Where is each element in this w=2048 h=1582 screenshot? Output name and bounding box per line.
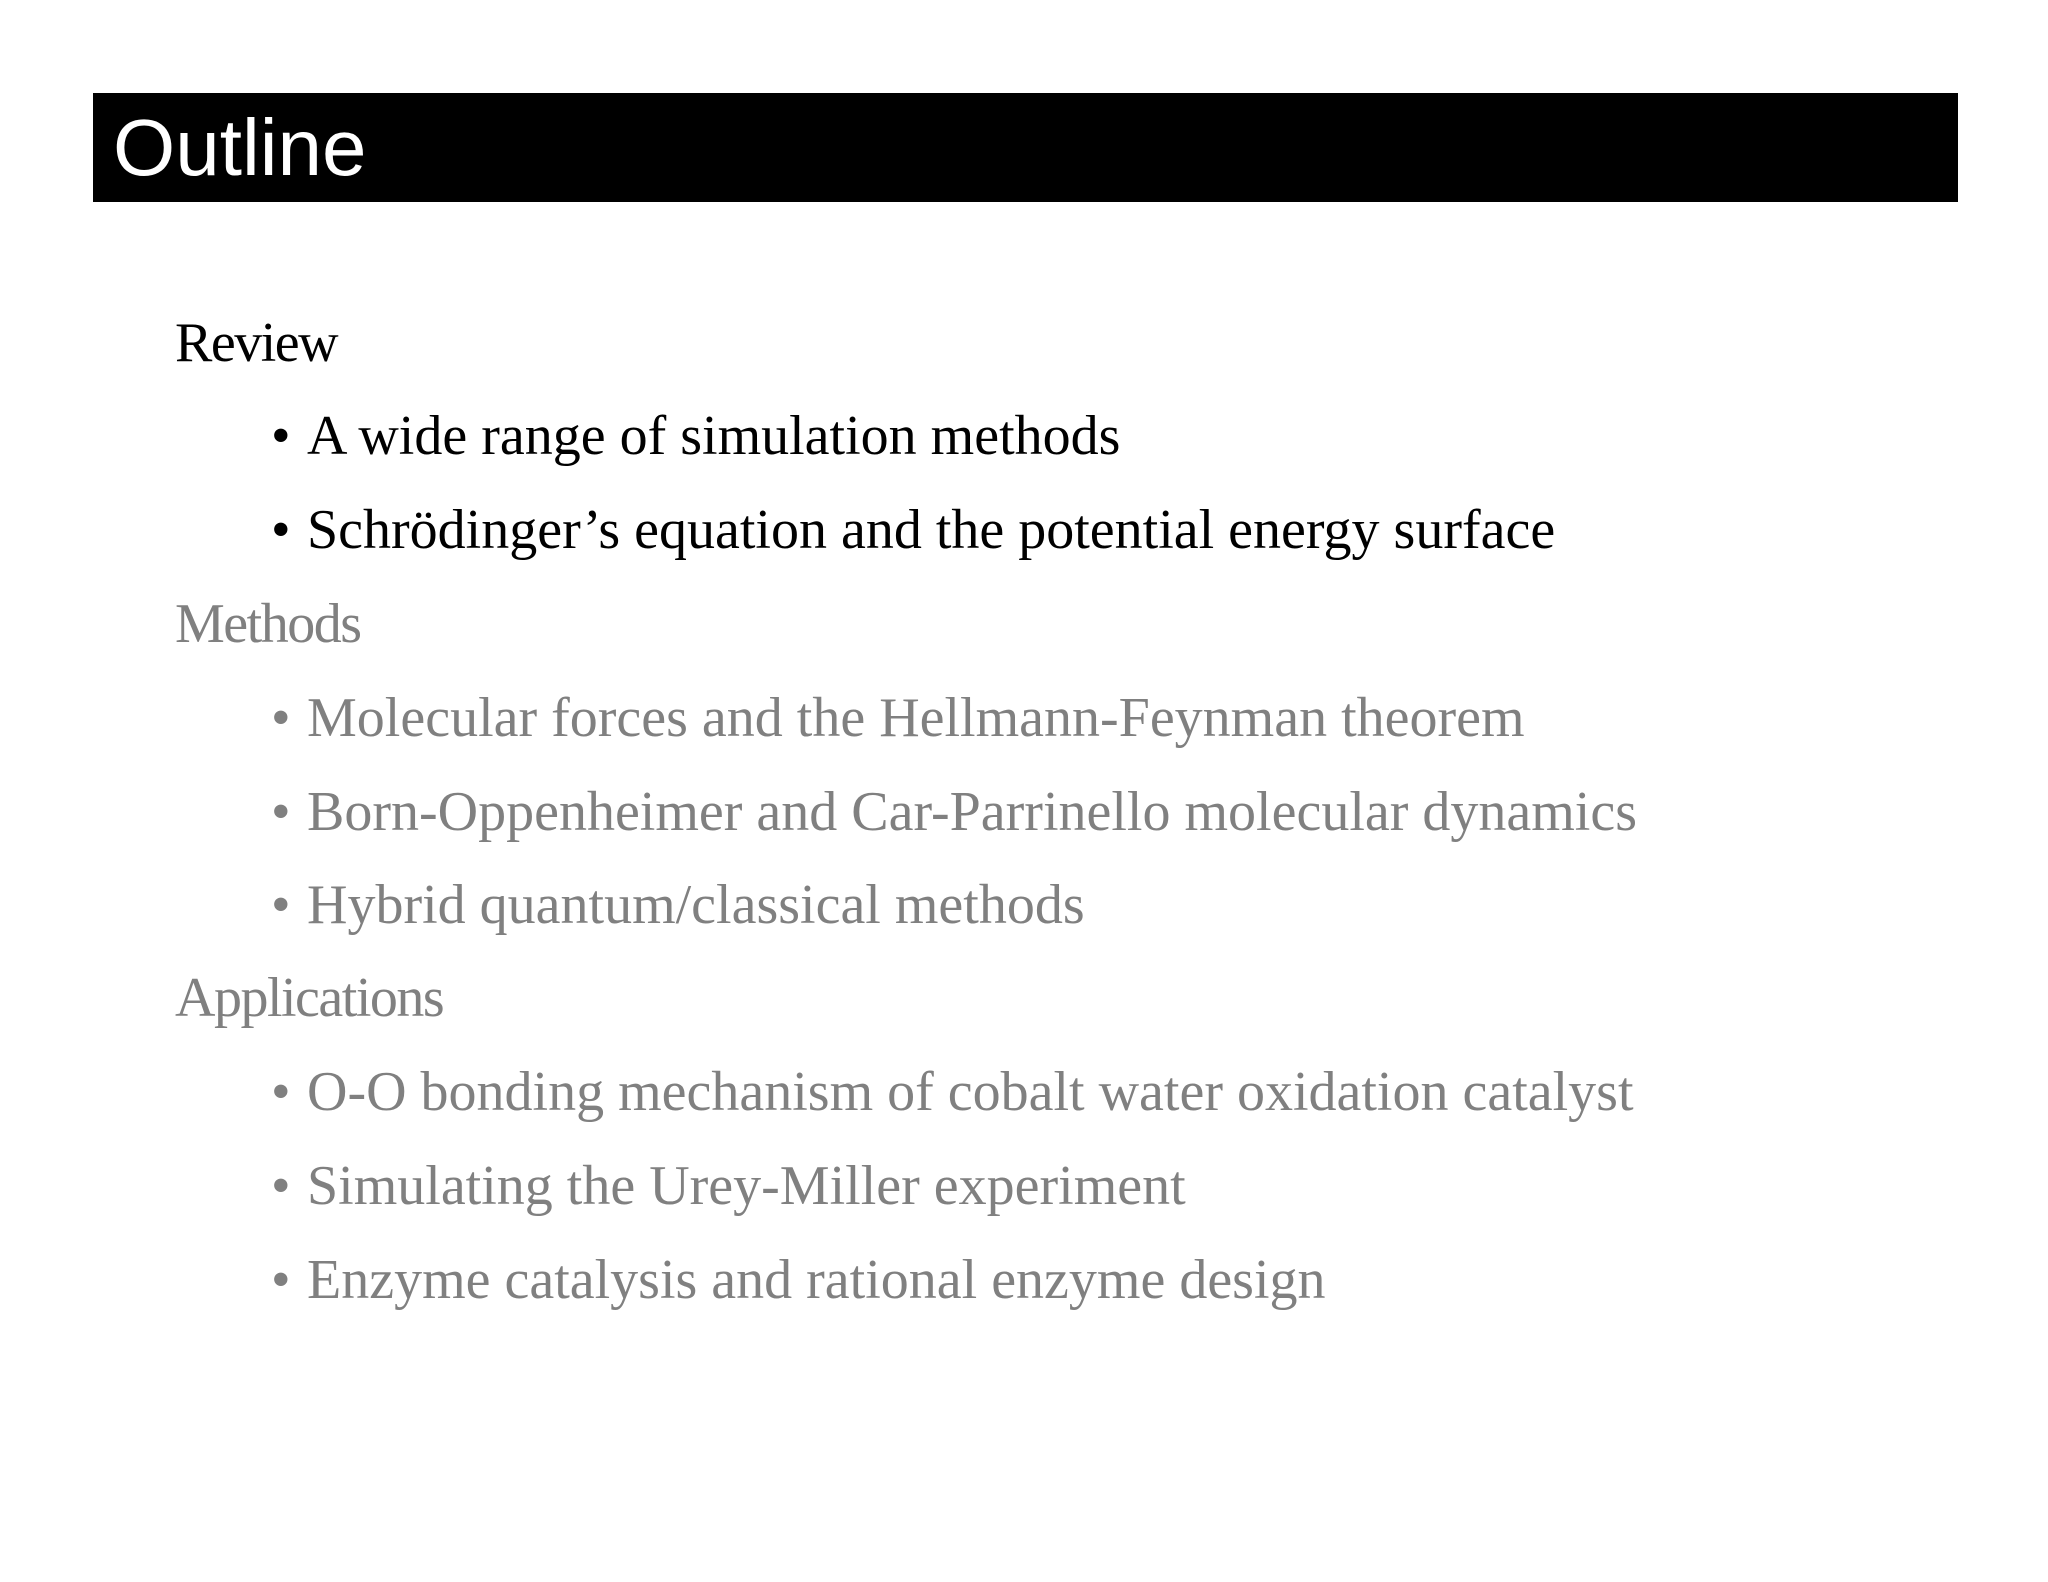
list-item-text: O-O bonding mechanism of cobalt water oxidation catalyst — [307, 1061, 1634, 1123]
bullet-icon: • — [271, 1249, 291, 1311]
section-heading-applications: Applications — [175, 967, 444, 1029]
bullet-icon: • — [271, 687, 291, 749]
list-item-text: Schrödinger’s equation and the potential energy surface — [307, 499, 1556, 561]
title-bar — [93, 93, 1958, 202]
list-item — [271, 687, 1525, 749]
list-item-text: Born-Oppenheimer and Car-Parrinello molecular dynamics — [307, 781, 1637, 843]
section-heading-review: Review — [175, 312, 338, 374]
list-item — [271, 1155, 1186, 1217]
bullet-icon: • — [271, 874, 291, 936]
bullet-icon: • — [271, 1061, 291, 1123]
list-item — [271, 499, 1556, 561]
bullet-icon: • — [271, 1155, 291, 1217]
bullet-icon: • — [271, 405, 291, 467]
section-heading-methods: Methods — [175, 593, 361, 655]
list-item — [271, 874, 1085, 936]
list-item — [271, 405, 1121, 467]
list-item-text: A wide range of simulation methods — [307, 405, 1121, 467]
list-item — [271, 1061, 1634, 1123]
list-item-text: Enzyme catalysis and rational enzyme design — [307, 1249, 1326, 1311]
bullet-icon: • — [271, 499, 291, 561]
slide-title: Outline — [113, 102, 367, 192]
bullet-icon: • — [271, 781, 291, 843]
list-item-text: Molecular forces and the Hellmann-Feynman theorem — [307, 687, 1525, 749]
list-item — [271, 781, 1637, 843]
list-item-text: Simulating the Urey-Miller experiment — [307, 1155, 1186, 1217]
list-item — [271, 1249, 1326, 1311]
list-item-text: Hybrid quantum/classical methods — [307, 874, 1085, 936]
